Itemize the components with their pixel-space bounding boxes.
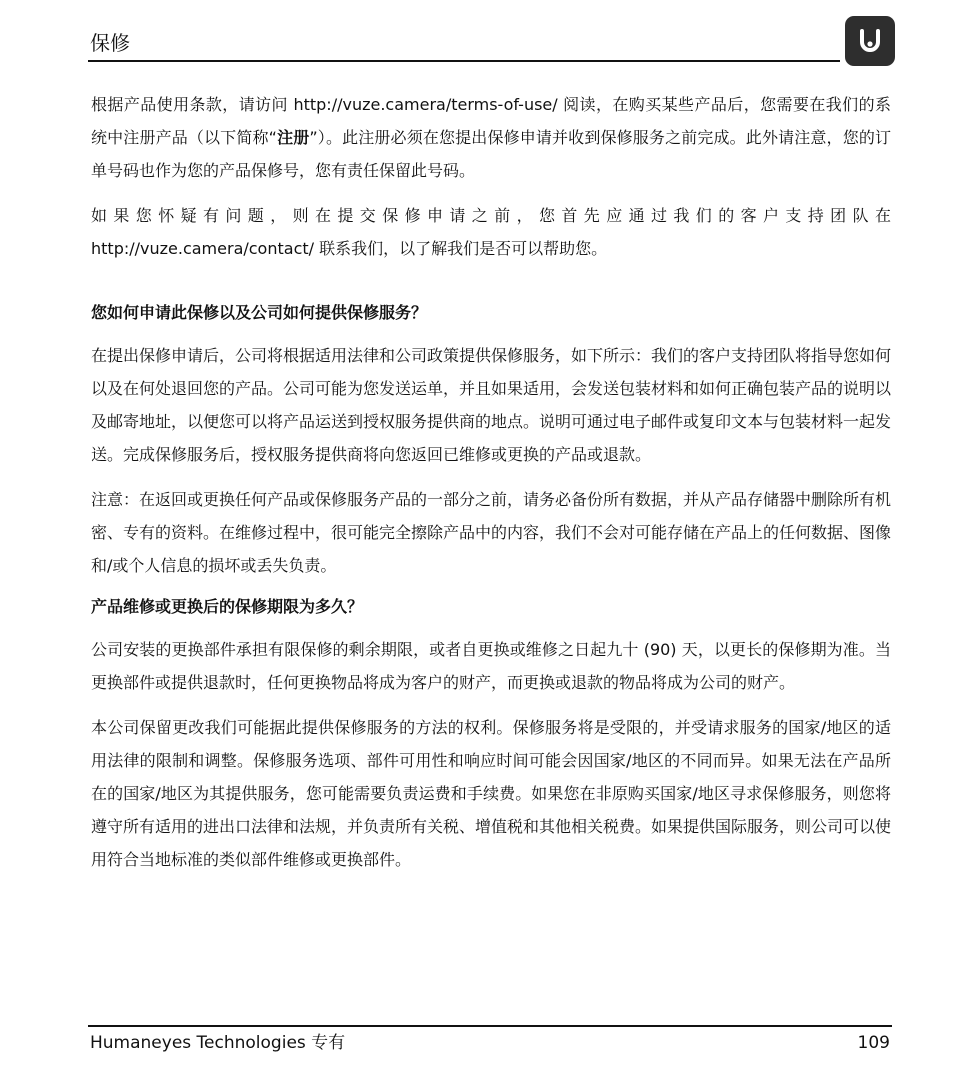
paragraph-text: 根据产品使用条款，请访问 http://vuze.camera/terms-of-use/ 阅读，在购买某些产品后，您需要在我们的系统中注册产品（以下简称“ [91, 95, 891, 147]
paragraph-registration [91, 88, 891, 187]
page-number: 109 [857, 1033, 890, 1053]
u-logo-icon [845, 16, 895, 66]
page-footer [88, 1025, 892, 1061]
paragraph-backup-notice: 注意：在返回或更换任何产品或保修服务产品的一部分之前，请务必备份所有数据，并从产品存储器中删除所有机密、专有的资料。在维修过程中，很可能完全擦除产品中的内容，我们不会对可能存储在产品上的任何数据、图像和/或个人信息的损坏或丢失负责。 [91, 490, 892, 575]
page-header [88, 28, 840, 62]
page-title: 保修 [90, 31, 130, 55]
document-body [91, 88, 891, 876]
footer-company: Humaneyes Technologies 专有 [90, 1033, 346, 1053]
paragraph-replacement-parts: 公司安装的更换部件承担有限保修的剩余期限，或者自更换或维修之日起九十 (90) 天，以更长的保修期为准。当更换部件或提供退款时，任何更换物品将成为客户的财产，而更换或退款的物品将成为公司的财产。 [91, 640, 891, 692]
section-heading-warranty-claim: 您如何申请此保修以及公司如何提供保修服务？ [91, 303, 428, 322]
section-heading-warranty-period: 产品维修或更换后的保修期限为多久？ [91, 597, 364, 616]
paragraph-support-contact: 如果您怀疑有问题，则在提交保修申请之前，您首先应通过我们的客户支持团队在 http://vuze.camera/contact/ 联系我们，以了解我们是否可以帮助您。 [91, 206, 891, 258]
bold-term: 注册 [276, 128, 310, 147]
paragraph-warranty-service: 在提出保修申请后，公司将根据适用法律和公司政策提供保修服务，如下所示：我们的客户支持团队将指导您如何以及在何处退回您的产品。公司可能为您发送运单，并且如果适用，会发送包装材料和如何正确包装产品的说明以及邮寄地址，以便您可以将产品运送到授权服务提供商的地点。说明可通过电子邮件或复印文本与包装材料一起发送。完成保修服务后，授权服务提供商将向您返回已维修或更换的产品或退款。 [91, 346, 892, 464]
paragraph-service-changes: 本公司保留更改我们可能据此提供保修服务的方法的权利。保修服务将是受限的，并受请求服务的国家/地区的适用法律的限制和调整。保修服务选项、部件可用性和响应时间可能会因国家/地区的不同而异。如果无法在产品所在的国家/地区为其提供服务，您可能需要负责运费和手续费。如果您在非原购买国家/地区寻求保修服务，则您将遵守所有适用的进出口法律和法规，并负责所有关税、增值税和其他相关税费。如果提供国际服务，则公司可以使用符合当地标准的类似部件维修或更换部件。 [91, 718, 892, 869]
brand-logo [845, 16, 895, 66]
paragraph-text: ”）。此注册必须在您提出保修申请并收到保修服务之前完成。此外请注意，您的订单号码也作为您的产品保修号，您有责任保留此号码。 [91, 128, 891, 180]
